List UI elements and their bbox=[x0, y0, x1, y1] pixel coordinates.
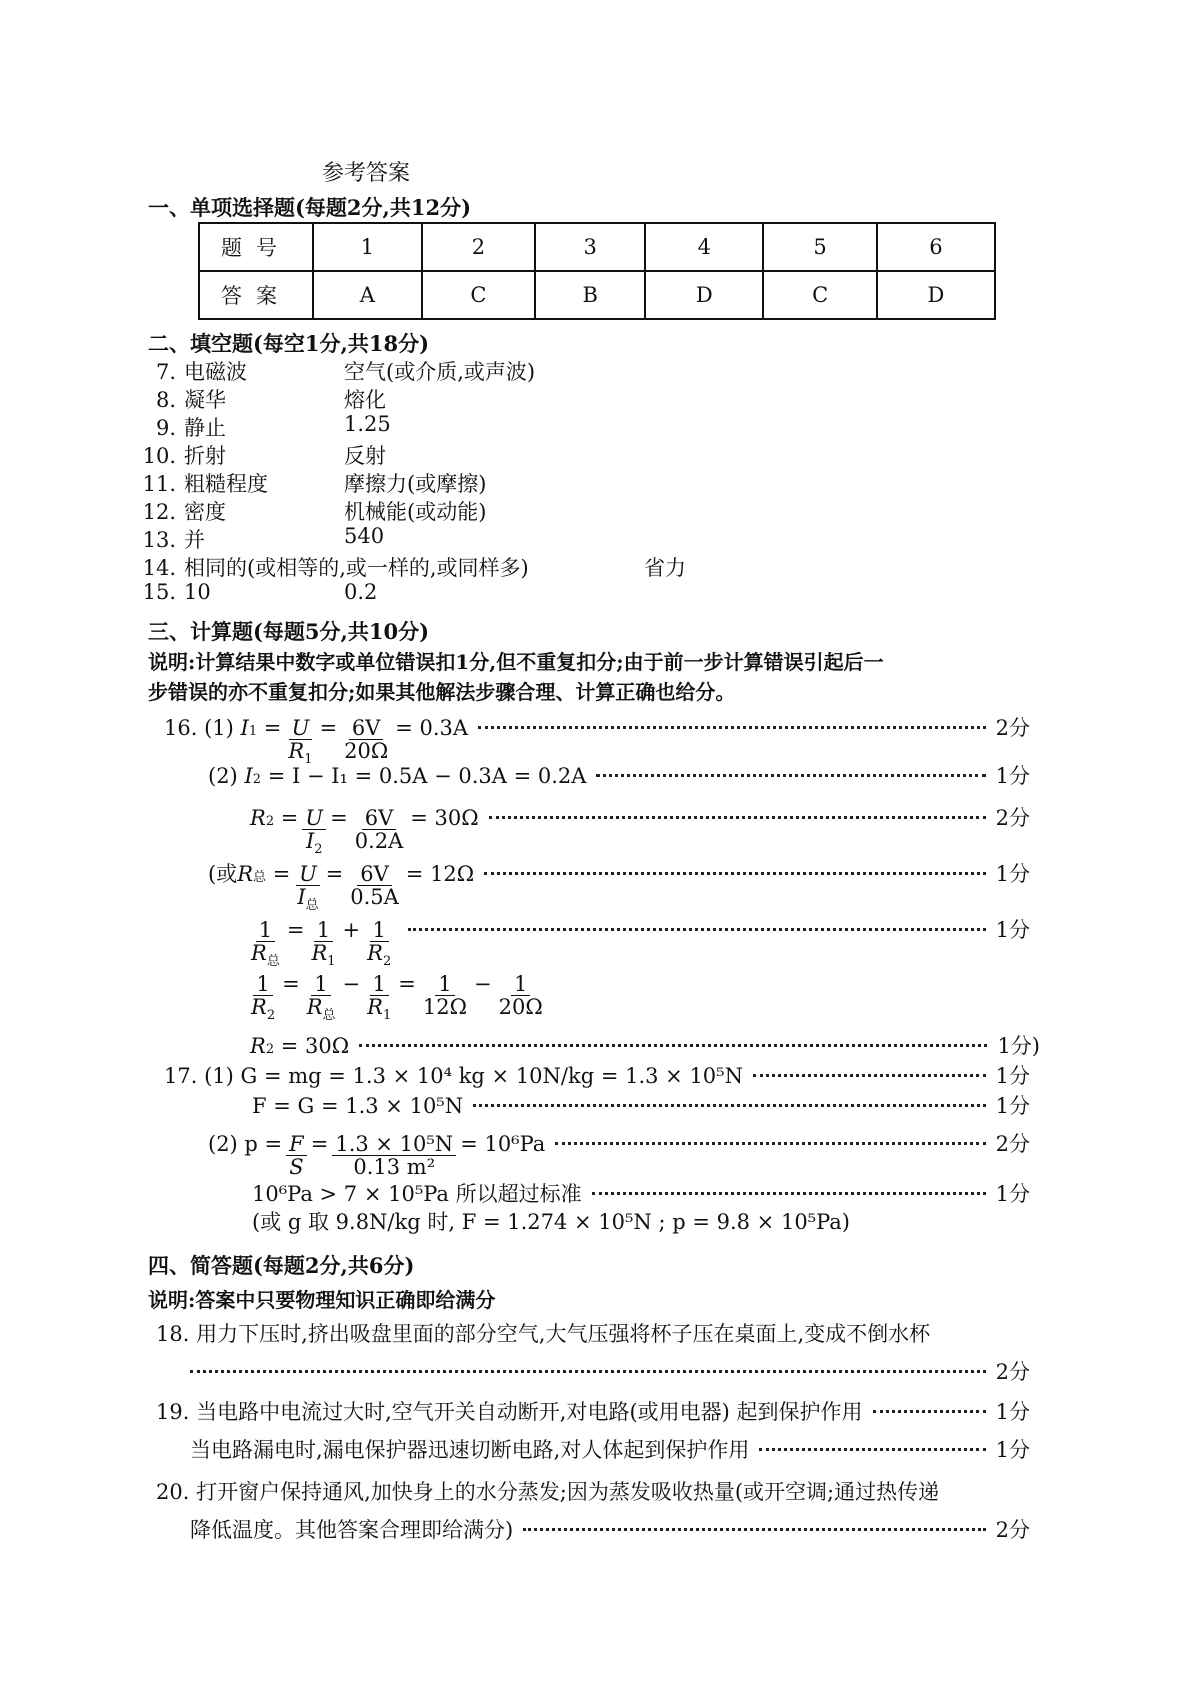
answer-1: 并 bbox=[184, 528, 205, 552]
expression: 10⁶Pa > 7 × 10⁵Pa 所以超过标准 bbox=[252, 1182, 582, 1206]
table-cell: 2 bbox=[422, 223, 536, 271]
table-cell: D bbox=[645, 271, 763, 319]
calc-line: R 2 = 30Ω 1分) bbox=[250, 1030, 1040, 1060]
score: 2分 bbox=[995, 716, 1030, 740]
calc-line: (2) p = $\frac{F}{S}$ = $\frac{\text{1.3 × 10⁵N}}{\text{0.13 m²}}$ = 10⁶Pa 2分 bbox=[208, 1128, 1030, 1178]
answer-1: 10 bbox=[184, 580, 211, 604]
answer-2: 1.25 bbox=[344, 412, 391, 436]
answer-table bbox=[198, 222, 996, 320]
score: 2分 bbox=[995, 1360, 1030, 1384]
fraction: $\frac{1}{20\Omega}$ bbox=[498, 972, 543, 1020]
section-heading-short: 四、简答题(每题2分,共6分) bbox=[148, 1253, 415, 1278]
fill-row bbox=[130, 440, 830, 470]
calc-line: $\frac{1}{R_2}$ = $\frac{1}{R_总}$ − $\frac{1}{R_1}$ = $\frac{1}{12\Omega}$ − $\frac{1}{20\Omega}$ bbox=[244, 972, 764, 1023]
alt-open: (或 bbox=[208, 862, 238, 886]
fraction: $\frac{F}{S}$ bbox=[286, 1133, 307, 1178]
fill-row bbox=[130, 580, 830, 604]
dotted-leader bbox=[523, 1528, 985, 1531]
question-number: 16. bbox=[164, 716, 198, 740]
score: 1分) bbox=[997, 1034, 1040, 1058]
item-number: 12. bbox=[142, 500, 176, 524]
table-cell: B bbox=[535, 271, 645, 319]
calc-line: $\frac{1}{R_总}$ = $\frac{1}{R_1}$ + $\frac{1}{R_2}$ 1分 bbox=[244, 914, 1030, 969]
table-cell: 4 bbox=[645, 223, 763, 271]
fraction: $\frac{1}{R_1}$ bbox=[367, 972, 392, 1024]
calc-line bbox=[190, 1434, 1030, 1464]
dotted-leader bbox=[873, 1410, 986, 1413]
section-heading-calc: 三、计算题(每题5分,共10分) bbox=[148, 619, 430, 644]
section-heading-fill: 二、填空题(每空1分,共18分) bbox=[148, 331, 430, 356]
short-note: 说明:答案中只要物理知识正确即给满分 bbox=[148, 1288, 496, 1312]
dotted-leader bbox=[484, 872, 985, 875]
calc-line bbox=[190, 1356, 1030, 1386]
answer-2: 熔化 bbox=[344, 388, 386, 412]
dotted-leader bbox=[473, 1104, 986, 1107]
calc-line bbox=[252, 1090, 1030, 1120]
expression: = I − I₁ = 0.5A − 0.3A = 0.2A bbox=[267, 764, 587, 788]
answer-1: 凝华 bbox=[184, 388, 226, 412]
fraction: $\frac{\text{1.3 × 10⁵N}}{\text{0.13 m²}}$ bbox=[332, 1133, 456, 1178]
item-number: 14. bbox=[142, 556, 176, 580]
q20-line-1 bbox=[156, 1476, 939, 1506]
table-cell: C bbox=[763, 271, 877, 319]
expression: F = G = 1.3 × 10⁵N bbox=[252, 1094, 464, 1118]
answer-1: 折射 bbox=[184, 444, 226, 468]
calc-line: (2) I 2 = I − I₁ = 0.5A − 0.3A = 0.2A 1分 bbox=[208, 760, 1030, 790]
table-row-numbers bbox=[199, 223, 995, 271]
score: 1分 bbox=[995, 1094, 1030, 1118]
dotted-leader bbox=[596, 774, 985, 777]
score: 1分 bbox=[995, 1400, 1030, 1424]
part-tag: (1) bbox=[204, 716, 234, 740]
fraction: $\frac{6V}{0.5A}$ bbox=[350, 862, 399, 910]
score: 1分 bbox=[995, 862, 1030, 886]
dotted-leader bbox=[489, 816, 986, 819]
table-cell: C bbox=[422, 271, 536, 319]
fill-row bbox=[130, 524, 830, 554]
dotted-leader bbox=[753, 1074, 986, 1077]
answer-text: 当电路漏电时,漏电保护器迅速切断电路,对人体起到保护作用 bbox=[190, 1438, 750, 1462]
answer-2: 空气(或介质,或声波) bbox=[344, 360, 536, 384]
result: = 30Ω bbox=[410, 806, 479, 830]
table-row-answers bbox=[199, 271, 995, 319]
fill-row bbox=[130, 468, 830, 498]
score: 1分 bbox=[995, 1064, 1030, 1088]
score: 2分 bbox=[995, 806, 1030, 830]
fraction: $\frac{6V}{0.2A}$ bbox=[354, 806, 404, 854]
question-number: 17. bbox=[164, 1064, 198, 1088]
answer-2: 0.2 bbox=[344, 580, 378, 604]
fraction: $\frac{U}{I_2}$ bbox=[302, 807, 326, 857]
dotted-leader bbox=[359, 1044, 987, 1047]
answer-2: 摩擦力(或摩擦) bbox=[344, 472, 487, 496]
answer-text: 当电路中电流过大时,空气开关自动断开,对电路(或用电器) 起到保护作用 bbox=[196, 1400, 863, 1424]
fraction: $\frac{1}{R_2}$ bbox=[251, 972, 276, 1024]
score: 2分 bbox=[995, 1132, 1030, 1156]
answer-text: 降低温度。其他答案合理即给满分) bbox=[190, 1518, 514, 1542]
answer-2: 540 bbox=[344, 524, 385, 548]
score: 1分 bbox=[995, 764, 1030, 788]
calc-line: R 2 = $\frac{U}{I_2}$ = $\frac{6V}{0.2A}$ = 30Ω 2分 bbox=[250, 802, 1030, 857]
answer-1: 静止 bbox=[184, 416, 226, 440]
calc-line bbox=[252, 1178, 1030, 1208]
calc-line bbox=[190, 1514, 1030, 1544]
fraction: $\frac{1}{R_2}$ bbox=[367, 918, 392, 970]
answer-2: 反射 bbox=[344, 444, 386, 468]
question-number: 19. bbox=[156, 1400, 190, 1424]
question-number: 18. bbox=[156, 1322, 190, 1346]
score: 1分 bbox=[995, 1182, 1030, 1206]
result: = 10⁶Pa bbox=[460, 1132, 546, 1156]
item-number: 7. bbox=[155, 360, 176, 384]
answer-1: 电磁波 bbox=[184, 360, 247, 384]
fraction: $\frac{1}{R_1}$ bbox=[311, 918, 336, 970]
table-cell: 5 bbox=[763, 223, 877, 271]
section-heading-choice: 一、单项选择题(每题2分,共12分) bbox=[148, 195, 472, 220]
fraction: $\frac{1}{R_总}$ bbox=[251, 918, 280, 970]
score: 1分 bbox=[995, 1438, 1030, 1462]
fraction: $\frac{U}{I_总}$ bbox=[297, 862, 319, 914]
question-number: 20. bbox=[156, 1480, 190, 1504]
part-tag: (2) p = bbox=[208, 1132, 283, 1156]
table-cell: A bbox=[313, 271, 422, 319]
calc-line bbox=[164, 1060, 1030, 1090]
item-number: 8. bbox=[155, 388, 176, 412]
fraction: $\frac{6V}{20\Omega}$ bbox=[344, 716, 389, 764]
q18-line-1 bbox=[156, 1318, 930, 1348]
answer-text: 用力下压时,挤出吸盘里面的部分空气,大气压强将杯子压在桌面上,变成不倒水杯 bbox=[196, 1322, 931, 1346]
fraction: $\frac{U}{R_1}$ bbox=[288, 716, 313, 768]
dotted-leader bbox=[190, 1370, 986, 1373]
calc-line: (或 R 总 = $\frac{U}{I_总}$ = $\frac{6V}{0.5A}$ = 12Ω 1分 bbox=[208, 858, 1030, 913]
result: = 12Ω bbox=[405, 862, 475, 886]
item-number: 9. bbox=[155, 416, 176, 440]
table-cell: D bbox=[877, 271, 995, 319]
fill-row bbox=[130, 384, 830, 414]
dotted-leader bbox=[555, 1142, 985, 1145]
dotted-leader bbox=[592, 1192, 986, 1195]
item-number: 15. bbox=[142, 580, 176, 604]
table-cell: 6 bbox=[877, 223, 995, 271]
fraction: $\frac{1}{12\Omega}$ bbox=[422, 972, 467, 1020]
dotted-leader bbox=[759, 1448, 985, 1451]
row-label-number: 题号 bbox=[199, 223, 313, 271]
fill-row bbox=[130, 356, 830, 386]
dotted-leader bbox=[478, 726, 986, 729]
fill-row bbox=[130, 496, 830, 526]
result: = 30Ω bbox=[280, 1034, 350, 1058]
calc-note-line-1: 说明:计算结果中数字或单位错误扣1分,但不重复扣分;由于前一步计算错误引起后一 bbox=[148, 650, 884, 674]
item-number: 10. bbox=[142, 444, 176, 468]
calc-line: 16. (1) I 1 = $\frac{U}{R_1}$ = $\frac{6V}{20\Omega}$ = 0.3A 2分 bbox=[164, 712, 1030, 767]
answer-2: 机械能(或动能) bbox=[344, 500, 487, 524]
fill-row bbox=[130, 412, 830, 442]
alt-answer: (或 g 取 9.8N/kg 时, F = 1.274 × 10⁵N ; p = 9.8 × 10⁵Pa) bbox=[252, 1210, 850, 1234]
fill-row bbox=[130, 552, 830, 582]
page-title: 参考答案 bbox=[322, 161, 411, 186]
score: 1分 bbox=[995, 918, 1030, 942]
answer-text: 打开窗户保持通风,加快身上的水分蒸发;因为蒸发吸收热量(或开空调;通过热传递 bbox=[196, 1480, 940, 1504]
item-number: 11. bbox=[142, 472, 176, 496]
result: = 0.3A bbox=[395, 716, 469, 740]
answer-1: 相同的(或相等的,或一样的,或同样多) bbox=[184, 556, 529, 580]
score: 2分 bbox=[995, 1518, 1030, 1542]
calc-note-line-2: 步错误的亦不重复扣分;如果其他解法步骤合理、计算正确也给分。 bbox=[148, 680, 736, 704]
answer-1: 密度 bbox=[184, 500, 226, 524]
item-number: 13. bbox=[142, 528, 176, 552]
answer-1: 粗糙程度 bbox=[184, 472, 268, 496]
answer-2: 省力 bbox=[644, 556, 686, 580]
row-label-answer: 答案 bbox=[199, 271, 313, 319]
dotted-leader bbox=[408, 928, 985, 931]
calc-line bbox=[156, 1396, 1030, 1426]
expression: (1) G = mg = 1.3 × 10⁴ kg × 10N/kg = 1.3 × 10⁵N bbox=[204, 1064, 743, 1088]
part-tag: (2) bbox=[208, 764, 238, 788]
fraction: $\frac{1}{R_总}$ bbox=[306, 972, 336, 1024]
table-cell: 1 bbox=[313, 223, 422, 271]
table-cell: 3 bbox=[535, 223, 645, 271]
